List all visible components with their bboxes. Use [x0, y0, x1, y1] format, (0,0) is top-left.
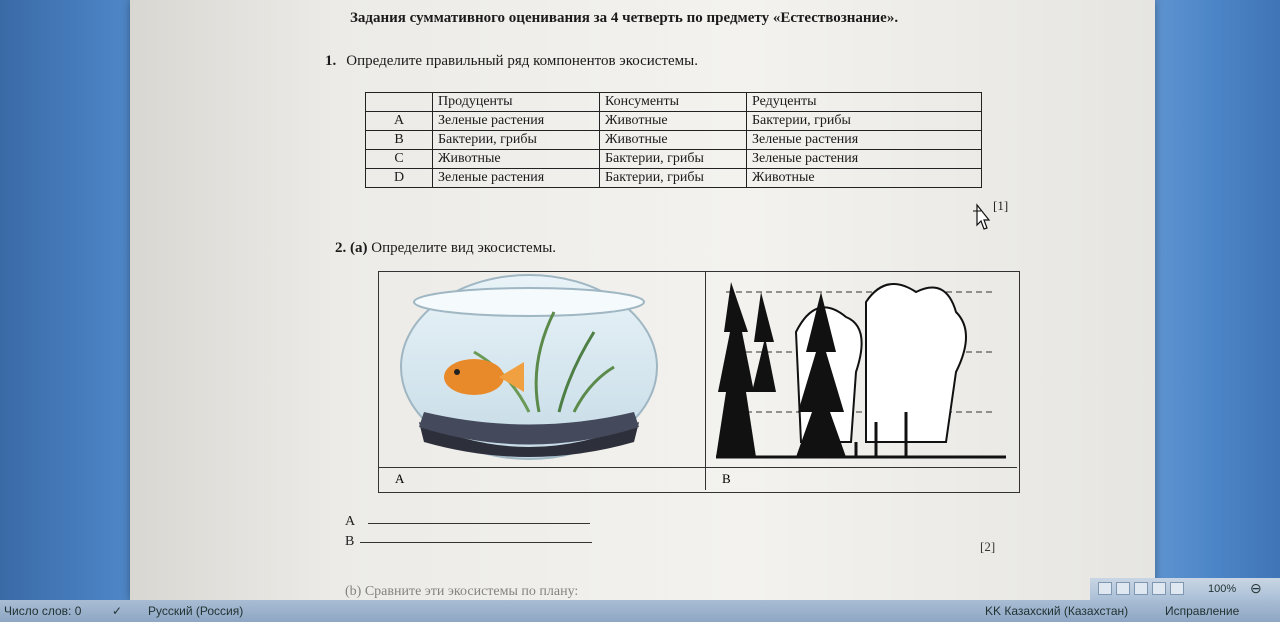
table-row: [366, 112, 982, 131]
table-header-row: [366, 93, 982, 112]
outline-view-icon[interactable]: [1152, 582, 1166, 595]
table-cell: Животные: [600, 112, 747, 131]
score-mark-1: [1]: [993, 198, 1009, 213]
table-cell: Зеленые растения: [747, 131, 982, 150]
table-cell: Бактерии, грибы: [747, 112, 982, 131]
table-cell: B: [366, 131, 433, 150]
score-mark-2: [2]: [980, 539, 996, 554]
document-title: Задания суммативного оценивания за 4 четверть по предмету «Естествознание».: [350, 10, 899, 26]
table-cell: C: [366, 150, 433, 169]
forest-image: [706, 272, 1017, 467]
word-count[interactable]: Число слов: 0: [4, 604, 82, 618]
table-header-producers: Продуценты: [433, 93, 600, 112]
table-row: [366, 150, 982, 169]
question-1-number: 1.: [325, 53, 337, 69]
image-cell-a: [379, 272, 706, 490]
image-cell-b: [706, 272, 1017, 490]
table-row: [366, 169, 982, 188]
print-layout-view-icon[interactable]: [1098, 582, 1112, 595]
move-cursor-icon: [972, 203, 992, 233]
track-changes-status[interactable]: Исправление: [1165, 604, 1240, 618]
table-cell: D: [366, 169, 433, 188]
table-cell: A: [366, 112, 433, 131]
zoom-out-icon[interactable]: ⊖: [1250, 580, 1262, 596]
cutoff-question-text: (b) Сравните эти экосистемы по плану:: [345, 584, 579, 599]
answer-b-line[interactable]: [360, 542, 592, 543]
answer-a-line[interactable]: [368, 523, 590, 524]
table-header-decomposers: Редуценты: [747, 93, 982, 112]
question-1-text: Определите правильный ряд компонентов экосистемы.: [346, 53, 698, 69]
draft-view-icon[interactable]: [1170, 582, 1184, 595]
web-view-icon[interactable]: [1134, 582, 1148, 595]
status-bar: [0, 600, 1280, 622]
spellcheck-icon[interactable]: ✓: [112, 604, 123, 618]
table-header-consumers: Консументы: [600, 93, 747, 112]
table-cell: Бактерии, грибы: [600, 169, 747, 188]
table-cell: Животные: [433, 150, 600, 169]
question-2-number: 2.: [335, 240, 347, 256]
question-2-text: Определите вид экосистемы.: [371, 240, 557, 256]
full-screen-view-icon[interactable]: [1116, 582, 1130, 595]
language-indicator[interactable]: Русский (Россия): [148, 604, 244, 618]
question-2: [335, 240, 556, 257]
table-cell: Бактерии, грибы: [600, 150, 747, 169]
caption-b: [706, 467, 1017, 490]
caption-a-label: A: [395, 471, 405, 486]
table-cell: Зеленые растения: [433, 112, 600, 131]
ecosystem-table: [365, 92, 982, 188]
keyboard-layout[interactable]: KK Казахский (Казахстан): [985, 604, 1129, 618]
caption-a: [379, 467, 705, 490]
zoom-level[interactable]: 100%: [1208, 583, 1237, 595]
answer-b-label: B: [345, 534, 355, 549]
table-cell: Бактерии, грибы: [433, 131, 600, 150]
table-cell: Зеленые растения: [747, 150, 982, 169]
answer-a-label: A: [345, 514, 356, 529]
table-cell: Зеленые растения: [433, 169, 600, 188]
caption-b-label: B: [722, 471, 731, 486]
table-row: [366, 131, 982, 150]
question-1: [325, 53, 698, 70]
table-header-empty: [366, 93, 433, 112]
ecosystem-images-table: [378, 271, 1020, 493]
view-zoom-bar: [1090, 578, 1280, 600]
table-cell: Животные: [747, 169, 982, 188]
question-2-part: (a): [350, 240, 368, 256]
document-page[interactable]: [130, 0, 1155, 600]
aquarium-image: [379, 272, 705, 467]
table-cell: Животные: [600, 131, 747, 150]
